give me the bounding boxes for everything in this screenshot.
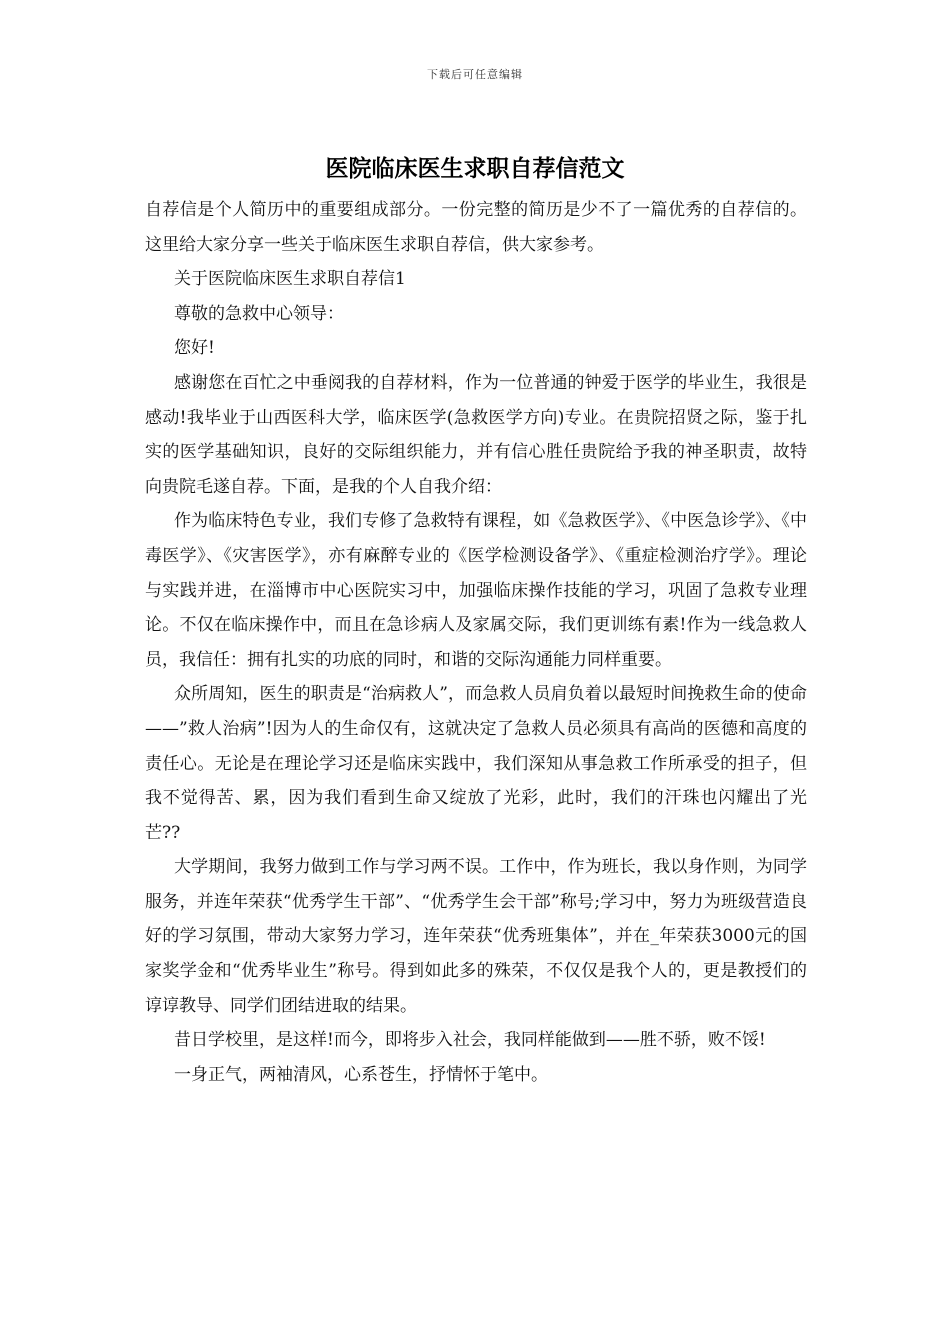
body-paragraph: 一身正气，两袖清风，心系苍生，抒情怀于笔中。 [174,1064,548,1085]
body-paragraph: 作为临床特色专业，我们专修了急救特有课程，如《急救医学》、《中医急诊学》、《中毒医学》、《灾害医学》，亦有麻醉专业的《医学检测设备学》、《重症检测治疗学》。理论与实践并进，在淄博市中心医院实习中，加强临床操作技能的学习，巩固了急救专业理论。不仅在临床操作中，而且在急诊病人及家属交际，我们更训练有素!作为一线急救人员，我信任：拥有扎实的功底的同时，和谐的交际沟通能力同样重要。 [145,511,807,670]
body-paragraph: 大学期间，我努力做到工作与学习两不误。工作中，作为班长，我以身作则，为同学服务，并连年荣获“优秀学生干部”、“优秀学生会干部”称号;学习中，努力为班级营造良好的学习氛围，带动大家努力学习，连年荣获“优秀班集体”，并在_年荣获3000元的国家奖学金和“优秀毕业生”称号。得到如此多的殊荣，不仅仅是我个人的，更是教授们的谆谆教导、同学们团结进取的结果。 [145,857,807,1016]
salutation: 尊敬的急救中心领导： [174,303,344,324]
body-paragraph: 感谢您在百忙之中垂阅我的自荐材料，作为一位普通的钟爱于医学的毕业生，我很是感动!我毕业于山西医科大学，临床医学(急救医学方向)专业。在贵院招贤之际，鉴于扎实的医学基础知识，良好的交际组织能力，并有信心胜任贵院给予我的神圣职责，故特向贵院毛遂自荐。下面，是我的个人自我介绍： [145,372,807,497]
letter-heading: 关于医院临床医生求职自荐信1 [174,269,406,290]
document-body [145,193,807,1092]
body-paragraph: 众所周知，医生的职责是“治病救人”，而急救人员肩负着以最短时间挽救生命的使命——”救人治病”!因为人的生命仅有，这就决定了急救人员必须具有高尚的医德和高度的责任心。无论是在理论学习还是临床实践中，我们深知从事急救工作所承受的担子，但我不觉得苦、累，因为我们看到生命又绽放了光彩，此时，我们的汗珠也闪耀出了光芒?? [145,684,807,843]
body-paragraph: 昔日学校里，是这样!而今，即将步入社会，我同样能做到——胜不骄，败不馁! [174,1030,766,1051]
document-title: 医院临床医生求职自荐信范文 [325,155,625,182]
greeting: 您好! [174,338,215,359]
header-note: 下载后可任意编辑 [427,68,523,81]
intro-paragraph: 自荐信是个人简历中的重要组成部分。一份完整的简历是少不了一篇优秀的自荐信的。这里给大家分享一些关于临床医生求职自荐信，供大家参考。 [145,200,807,255]
